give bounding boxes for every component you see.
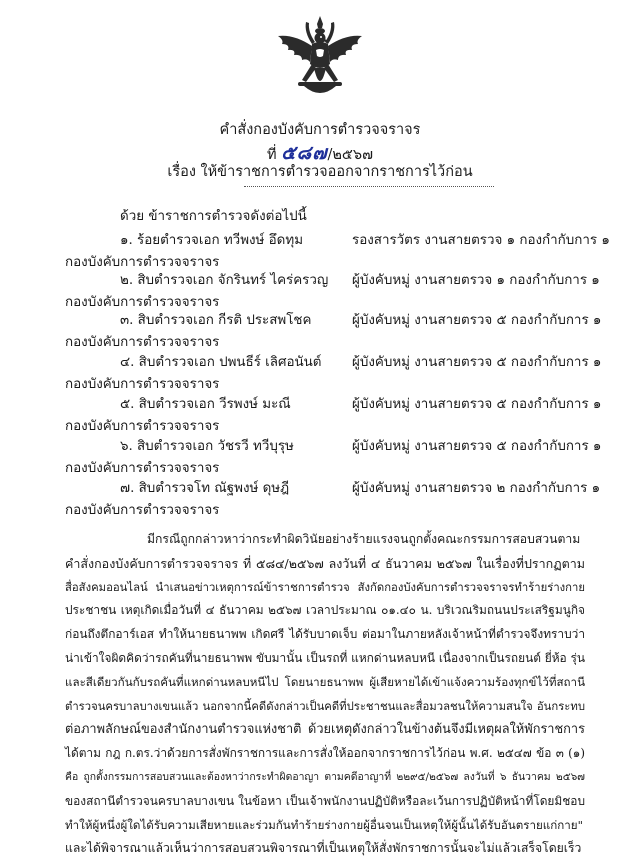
officer-position: ผู้บังคับหมู่ งานสายตรวจ ๕ กองกำกับการ ๑ [352, 313, 602, 328]
officer-entry [0, 269, 640, 311]
officer-entry [0, 435, 640, 477]
officer-unit: กองบังคับการตำรวจจราจร [65, 503, 220, 518]
officer-name: ๒. สิบตำรวจเอก จักรินทร์ ไคร่ครวญ [120, 273, 329, 288]
officer-unit: กองบังคับการตำรวจจราจร [65, 255, 220, 270]
officer-position: ผู้บังคับหมู่ งานสายตรวจ ๕ กองกำกับการ ๑ [352, 439, 602, 454]
officer-position: ผู้บังคับหมู่ งานสายตรวจ ๕ กองกำกับการ ๑ [352, 397, 602, 412]
paragraph-line: คำสั่งกองบังคับการตำรวจจราจร ที่ ๕๘๔/๒๕๖๗ ลงวันที่ ๔ ธันวาคม ๒๕๖๗ ในเรื่องที่ปรากฏตาม [65, 555, 585, 571]
paragraph-line: ต่อภาพลักษณ์ของสำนักงานตำรวจแห่งชาติ ด้วยเหตุดังกล่าวในข้างต้นจึงมีเหตุผลให้พักราชการ [65, 722, 585, 738]
officer-entry [0, 477, 640, 519]
officer-unit: กองบังคับการตำรวจจราจร [65, 419, 220, 434]
order-prefix: ที่ [266, 147, 277, 163]
officer-entry [0, 309, 640, 351]
officer-name: ๖. สิบตำรวจเอก วัชรวี ทวีบุรุษ [120, 439, 294, 454]
officer-position: ผู้บังคับหมู่ งานสายตรวจ ๕ กองกำกับการ ๑ [352, 355, 602, 370]
officer-unit: กองบังคับการตำรวจจราจร [65, 377, 220, 392]
order-number: ๕๘๗ [281, 142, 328, 164]
officer-entry [0, 229, 640, 271]
intro-text: ด้วย ข้าราชการตำรวจดังต่อไปนี้ [120, 209, 307, 224]
order-title: คำสั่งกองบังคับการตำรวจจราจร [219, 122, 421, 138]
officer-position: ผู้บังคับหมู่ งานสายตรวจ ๒ กองกำกับการ ๑ [352, 481, 601, 496]
officer-name: ๕. สิบตำรวจเอก วีรพงษ์ มะณี [120, 397, 291, 412]
officer-name: ๑. ร้อยตำรวจเอก ทวีพงษ์ อึดทุม [120, 233, 304, 248]
paragraph-line: ทำให้ผู้หนึ่งผู้ใดได้รับความเสียหายและร่วมกันทำร้ายร่างกายผู้อื่นจนเป็นเหตุให้ผู้นั้นได้รับอันตรายแก่กาย" [65, 817, 583, 832]
paragraph-line: ของสถานีตำรวจนครบาลบางเขน ในข้อหา เป็นเจ้าพนักงานปฏิบัติหรือละเว้นการปฏิบัติหน้าที่โดยมิชอบ [65, 793, 585, 808]
garuda-emblem-icon [272, 14, 368, 102]
officer-unit: กองบังคับการตำรวจจราจร [65, 295, 220, 310]
officer-position: ผู้บังคับหมู่ งานสายตรวจ ๑ กองกำกับการ ๑ [352, 273, 600, 288]
officer-entry [0, 393, 640, 435]
body-paragraph [65, 528, 585, 861]
officer-name: ๓. สิบตำรวจเอก กีรติ ประสพโชค [120, 313, 312, 328]
paragraph-line: ประชาชน เหตุเกิดเมื่อวันที่ ๔ ธันวาคม ๒๕๖๗ เวลาประมาณ ๐๑.๔๐ น. บริเวณริมถนนประเสริฐมนูกิจ [65, 603, 585, 618]
officer-position: รองสารวัตร งานสายตรวจ ๑ กองกำกับการ ๑ [352, 233, 610, 248]
dotted-divider [244, 186, 494, 187]
officer-unit: กองบังคับการตำรวจจราจร [65, 335, 220, 350]
order-subject: เรื่อง ให้ข้าราชการตำรวจออกจากราชการไว้ก่อน [167, 164, 473, 180]
officer-entry [0, 351, 640, 393]
paragraph-line: และได้พิจารณาแล้วเห็นว่าการสอบสวนพิจารณาที่เป็นเหตุให้สั่งพักราชการนั้นจะไม่แล้วเสร็จโดยเร็ว [65, 841, 582, 856]
paragraph-line: และสีเดียวกันกับรถคันที่แหกด่านหลบหนีไป โดยนายธนาพพ ผู้เสียหายได้เข้าแจ้งความร้องทุกข์ไว้ที่สถานี [65, 674, 585, 689]
officer-unit: กองบังคับการตำรวจจราจร [65, 461, 220, 476]
order-year: /๒๕๖๗ [327, 147, 374, 163]
paragraph-line: ได้ตาม กฎ ก.ตร.ว่าด้วยการสั่งพักราชการและการสั่งให้ออกจากราชการไว้ก่อน พ.ศ. ๒๕๔๗ ข้อ ๓ (๑) [65, 746, 585, 761]
paragraph-line: คือ ถูกตั้งกรรมการสอบสวนและต้องหาว่ากระทำผิดอาญา ตามคดีอาญาที่ ๒๒๙๕/๒๕๖๗ ลงวันที่ ๖ ธันวาคม ๒๕๖๗ [65, 770, 585, 783]
officer-name: ๗. สิบตำรวจโท ณัฐพงษ์ ดุษฎี [120, 481, 290, 496]
paragraph-line: น่าเข้าใจผิดคิดว่ารถคันที่นายธนาพพ ขับมานั้น เป็นรถที่ แหกด่านหลบหนี เนื่องจากเป็นรถยนต์ ยี่ห้อ รุ่น [65, 650, 585, 665]
paragraph-line: สื่อสังคมออนไลน์ นำเสนอข่าวเหตุการณ์ข้าราชการตำรวจ สังกัดกองบังคับการตำรวจจราจรทำร้ายร่างกาย [65, 580, 585, 594]
paragraph-line: ตำรวจนครบาลบางเขนแล้ว นอกจากนี้คดีดังกล่าวเป็นคดีที่ประชาชนและสื่อมวลชนให้ความสนใจ อันกระทบ [65, 699, 585, 713]
officer-name: ๔. สิบตำรวจเอก ปพนธีร์ เลิศอนันต์ [120, 355, 322, 370]
paragraph-line: มีกรณีถูกกล่าวหาว่ากระทำผิดวินัยอย่างร้ายแรงจนถูกตั้งคณะกรรมการสอบสวนตาม [147, 532, 581, 546]
paragraph-line: ก่อนถึงตึกอาร์เอส ทำให้นายธนาพพ เกิดศรี ได้รับบาดเจ็บ ต่อมาในภายหลังเจ้าหน้าที่ตำรวจจึงทราบว่า [65, 627, 585, 642]
